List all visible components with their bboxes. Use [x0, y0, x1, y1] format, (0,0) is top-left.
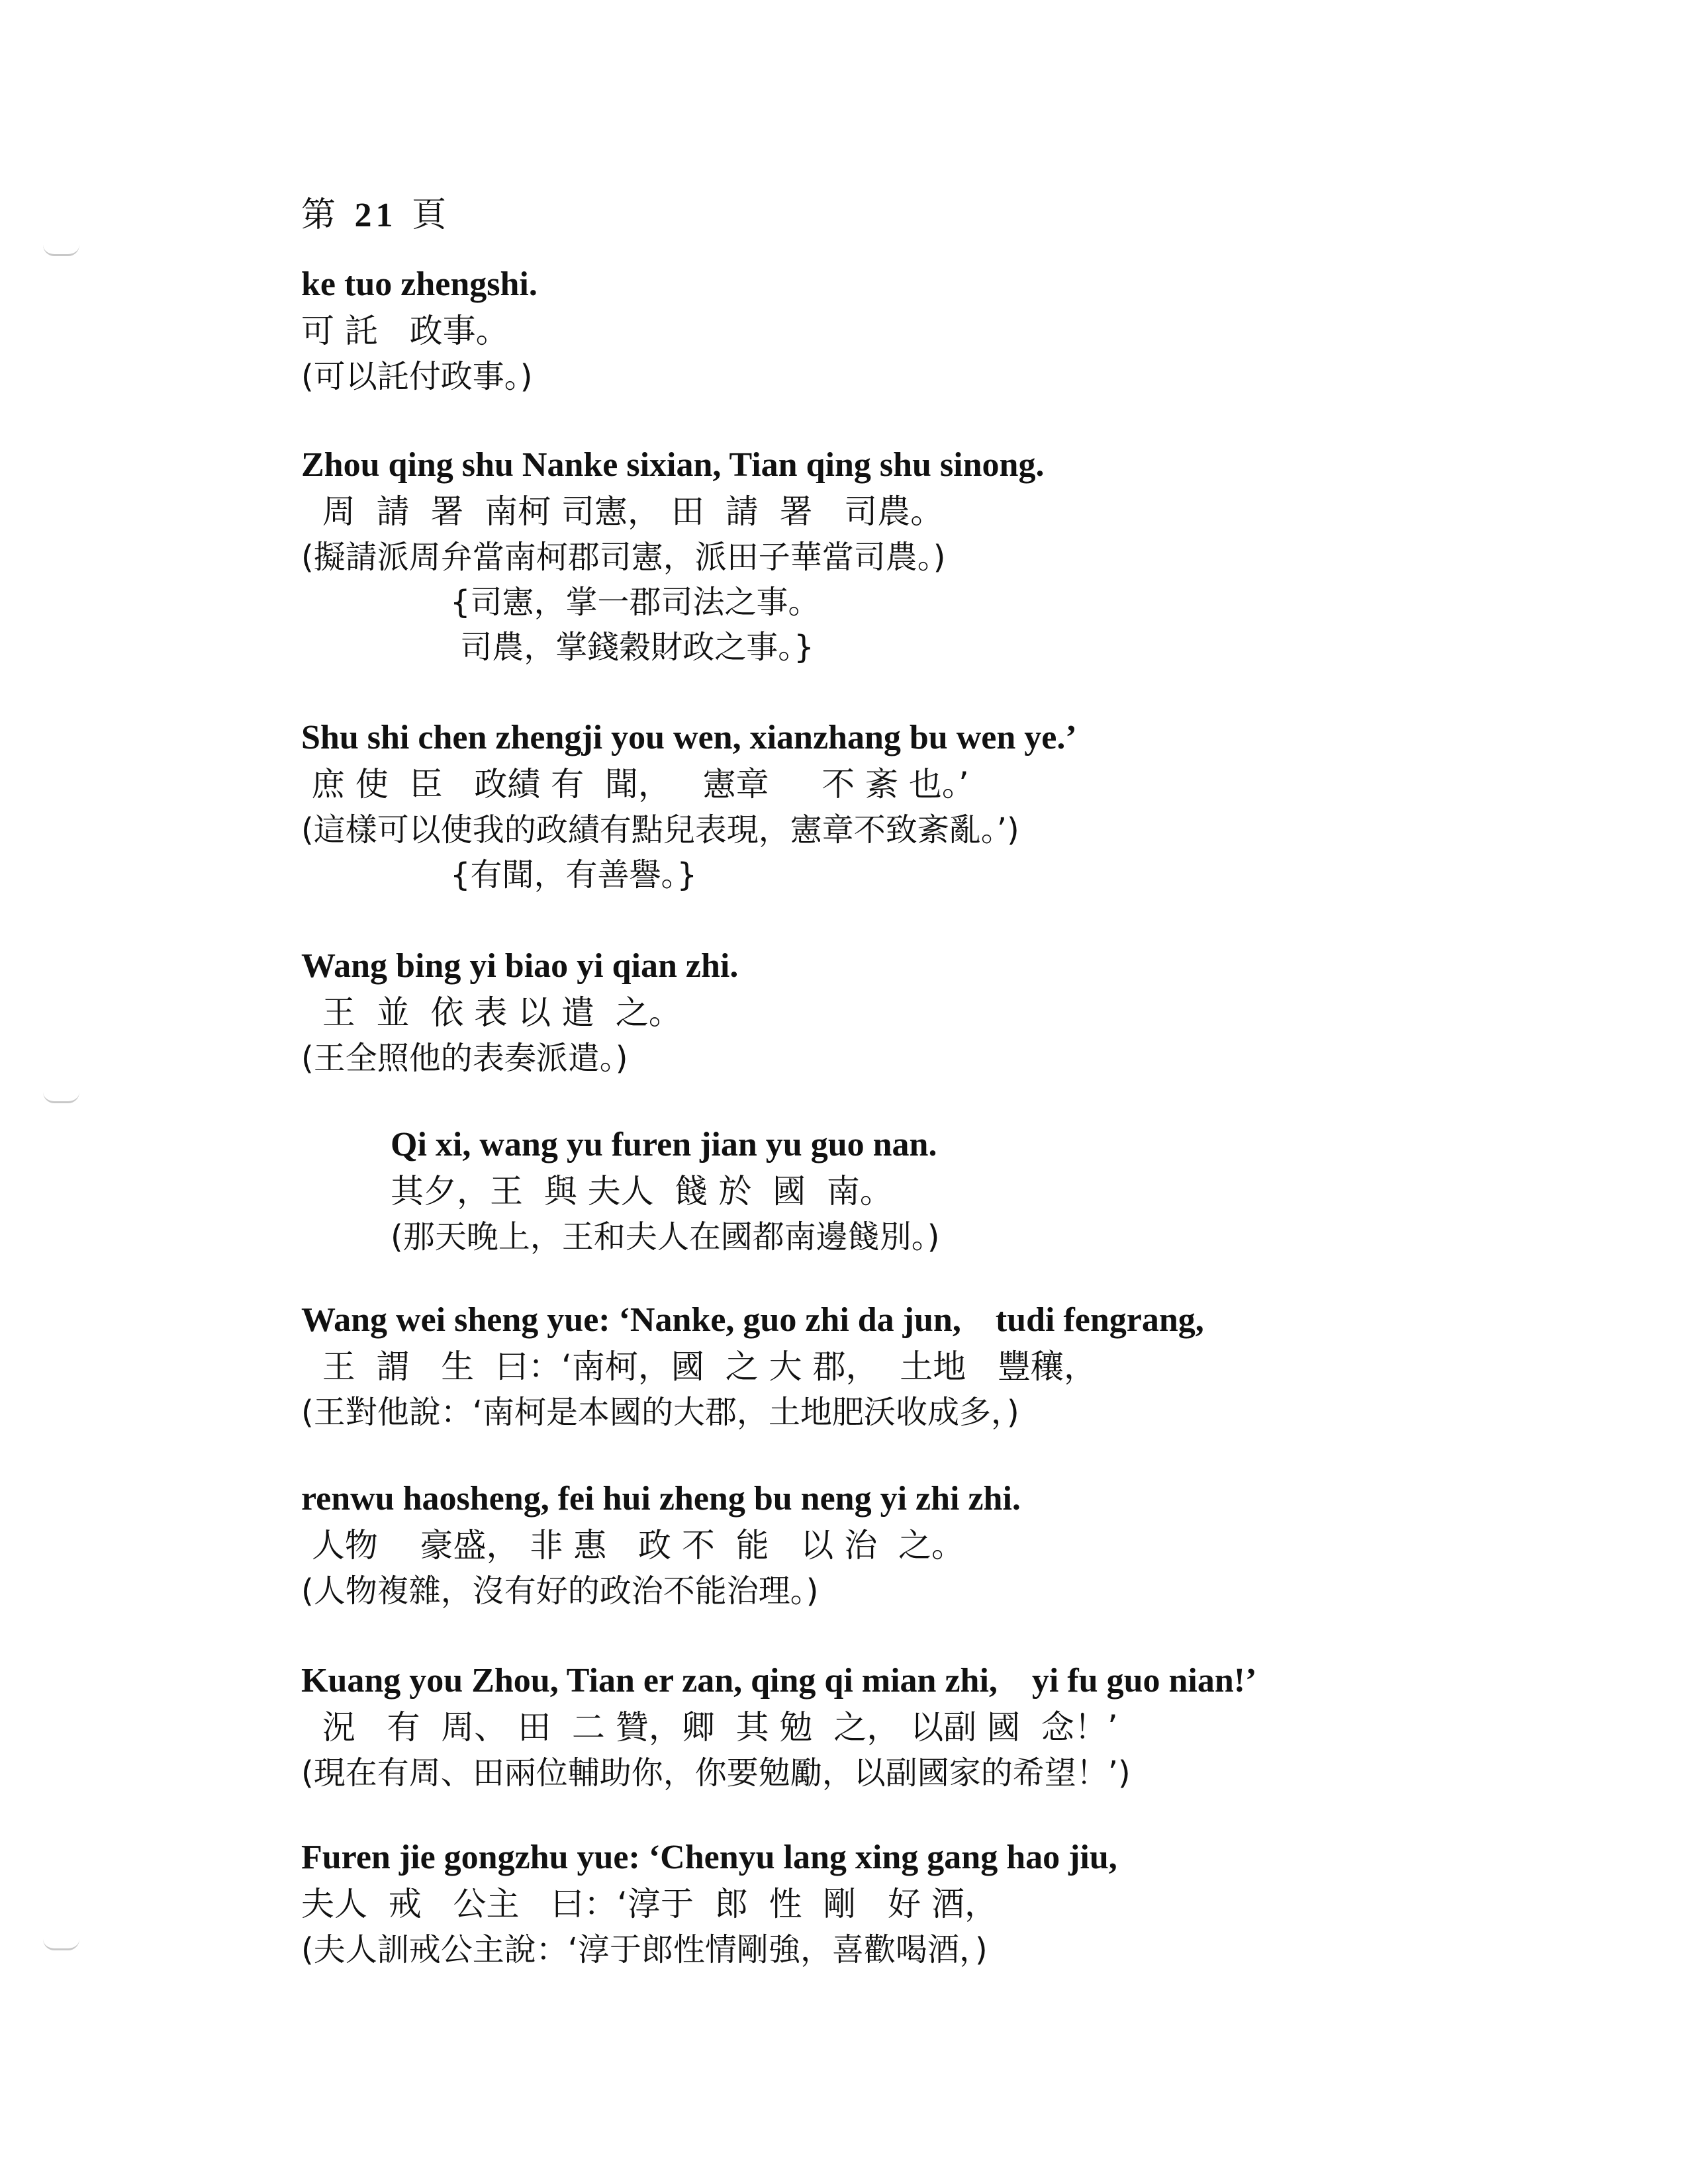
chinese-line: 人物 豪盛， 非 惠 政 不 能 以 治 之。 — [301, 1526, 964, 1565]
verse-block — [301, 1658, 1559, 1796]
translation-line: (那天晚上，王和夫人在國都南邊餞別。) — [391, 1218, 940, 1255]
verse-block — [301, 715, 1559, 897]
page-number: 21 — [354, 197, 397, 234]
chinese-line: 周 請 署 南柯 司憲， 田 請 署 司農。 — [301, 492, 944, 531]
translation-line: (這樣可以使我的政績有點兒表現，憲章不致紊亂。’) — [301, 811, 1019, 848]
chinese-line: 庶 使 臣 政績 有 聞， 憲章 不 紊 也。’ — [301, 765, 969, 803]
translation-line: (擬請派周弁當南柯郡司憲，派田子華當司農。) — [301, 539, 946, 576]
translation-line: (現在有周、田兩位輔助你，你要勉勵，以副國家的希望！’) — [301, 1754, 1131, 1792]
scan-margin-mark — [43, 1939, 79, 1950]
pinyin-line: Zhou qing shu Nanke sixian, Tian qing shu sinong. — [301, 446, 1045, 484]
page-header-suffix: 頁 — [412, 195, 451, 235]
chinese-line: 王 並 依 表 以 遣 之。 — [301, 993, 682, 1032]
pinyin-line: ke tuo zhengshi. — [301, 265, 538, 303]
chinese-line: 況 有 周、 田 二 贊，卿 其 勉 之， 以副 國 念！’ — [301, 1708, 1118, 1747]
pinyin-line: Wang bing yi biao yi qian zhi. — [301, 947, 739, 985]
verse-block — [301, 1297, 1559, 1435]
page-header-prefix: 第 — [301, 195, 340, 235]
verse-block — [301, 943, 1559, 1081]
verse-block — [301, 1476, 1559, 1614]
scan-margin-mark — [43, 1092, 79, 1103]
chinese-line: 其夕，王 與 夫人 餞 於 國 南。 — [391, 1172, 893, 1210]
translation-line: (王對他說：‘南柯是本國的大郡，土地肥沃收成多，) — [301, 1394, 1019, 1431]
translation-line: (夫人訓戒公主說：‘淳于郎性情剛強，喜歡喝酒，) — [301, 1931, 988, 1968]
annotation-line: {有聞，有善譽。} — [450, 856, 698, 893]
translation-line: (可以託付政事。) — [301, 358, 533, 395]
verse-block — [301, 442, 1559, 670]
verse-block — [301, 1835, 1559, 1972]
pinyin-line: renwu haosheng, fei hui zheng bu neng yi zhi zhi. — [301, 1480, 1021, 1518]
chinese-line: 王 謂 生 曰：‘南柯，國 之 大 郡， 土地 豐穰， — [301, 1347, 1097, 1386]
pinyin-line: Wang wei sheng yue: ‘Nanke, guo zhi da jun, tudi fengrang, — [301, 1301, 1204, 1339]
chinese-line: 夫人 戒 公主 曰：‘淳于 郎 性 剛 好 酒， — [301, 1885, 998, 1923]
pinyin-line: Qi xi, wang yu furen jian yu guo nan. — [391, 1126, 937, 1163]
verse-block — [391, 1122, 1648, 1259]
translation-line: (王全照他的表奏派遣。) — [301, 1040, 628, 1077]
annotation-line: {司憲，掌一郡司法之事。 — [450, 584, 820, 621]
scan-margin-mark — [43, 245, 79, 256]
chinese-line: 可 託 政事。 — [301, 312, 509, 350]
translation-line: (人物複雜，沒有好的政治不能治理。) — [301, 1572, 819, 1610]
page-header — [301, 187, 450, 236]
annotation-line: 司農，掌錢穀財政之事。} — [450, 629, 814, 666]
verse-block — [301, 261, 1559, 399]
pinyin-line: Kuang you Zhou, Tian er zan, qing qi mian zhi, yi fu guo nian!’ — [301, 1662, 1257, 1700]
pinyin-line: Furen jie gongzhu yue: ‘Chenyu lang xing gang hao jiu, — [301, 1839, 1117, 1876]
pinyin-line: Shu shi chen zhengji you wen, xianzhang bu wen ye.’ — [301, 719, 1077, 756]
